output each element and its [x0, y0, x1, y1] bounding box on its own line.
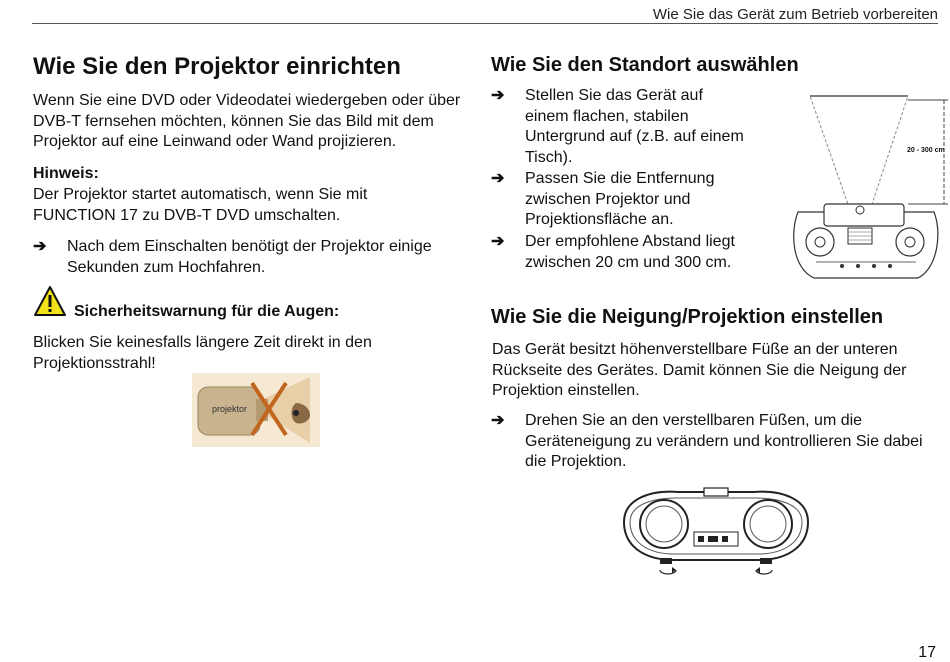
running-header: Wie Sie das Gerät zum Betrieb vorbereiten: [652, 6, 938, 23]
section-title-tilt: Wie Sie die Neigung/Projektion einstellen: [491, 306, 884, 328]
list-item: [491, 411, 931, 473]
list-item-text: Nach dem Einschalten benötigt der Projektor einige Sekunden zum Hochfahren.: [67, 238, 432, 276]
list-item: [33, 237, 473, 279]
arrow-right-icon: ➔: [491, 170, 505, 187]
list-item-text: Stellen Sie das Gerät auf einem flachen, stabilen Untergrund auf (z.B. auf einem Tisch).: [525, 87, 744, 166]
eye-warning-illustration: [192, 373, 320, 447]
section-title-location: Wie Sie den Standort auswählen: [491, 54, 799, 76]
list-item: [491, 169, 751, 231]
distance-label: 20 - 300 cm: [907, 147, 945, 154]
arrow-right-icon: ➔: [33, 238, 47, 255]
warning-heading: Sicherheitswarnung für die Augen:: [74, 303, 340, 320]
projection-distance-diagram: [786, 92, 948, 288]
list-item-text: Der empfohlene Abstand liegt zwischen 20 cm und 300 cm.: [525, 233, 735, 271]
warning-text: Blicken Sie keinesfalls längere Zeit direkt in den Projektionsstrahl!: [33, 334, 372, 372]
intro-paragraph: Wenn Sie eine DVD oder Videodatei wiedergeben oder über DVB-T fernsehen möchten, können Sie das Bild mit dem Projektor auf eine Leinwand oder Wand projizieren.: [33, 92, 461, 150]
section-title-projector-setup: Wie Sie den Projektor einrichten: [33, 53, 401, 80]
list-item-text: Drehen Sie an den verstellbaren Füßen, um die Geräteneigung zu verändern und kontrollieren Sie dabei die Projektion.: [525, 412, 923, 470]
arrow-right-icon: ➔: [491, 87, 505, 104]
illustration-label: projektor: [212, 404, 248, 414]
arrow-right-icon: ➔: [491, 233, 505, 250]
tilt-paragraph: Das Gerät besitzt höhenverstellbare Füße an der unteren Rückseite des Gerätes. Damit können Sie die Neigung der Projektion einstellen.: [492, 341, 907, 399]
header-rule: [32, 23, 938, 24]
warning-triangle-icon: [33, 285, 67, 317]
list-item: [491, 86, 751, 168]
page-number: 17: [918, 644, 936, 661]
list-item-text: Passen Sie die Entfernung zwischen Projektor und Projektionsfläche an.: [525, 170, 715, 228]
note-text: Der Projektor startet automatisch, wenn Sie mit FUNCTION 17 zu DVB-T DVD umschalten.: [33, 186, 368, 224]
list-item: [491, 232, 771, 274]
arrow-right-icon: ➔: [491, 412, 505, 429]
note-heading: Hinweis:: [33, 165, 99, 182]
rear-view-feet-illustration: [618, 484, 814, 578]
